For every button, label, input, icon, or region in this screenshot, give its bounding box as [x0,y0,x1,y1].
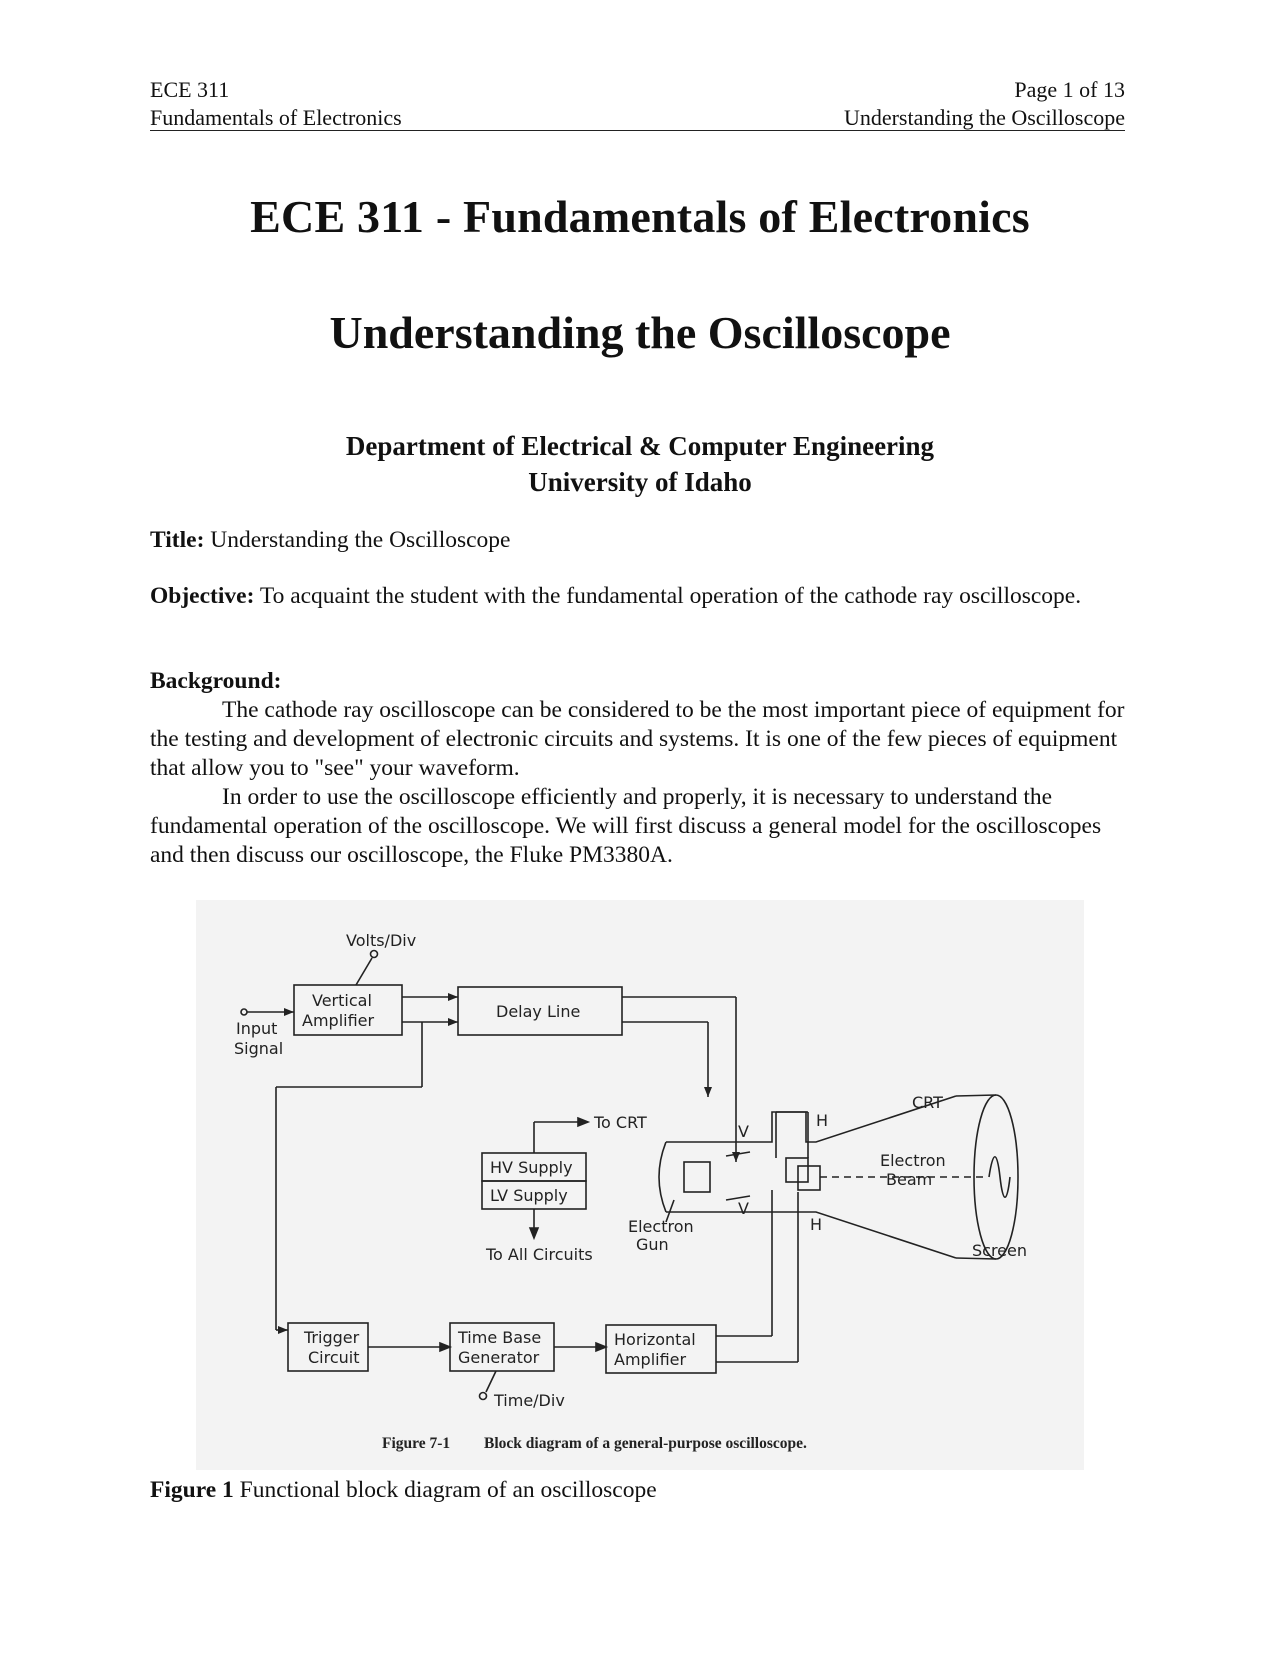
electron-gun-label-1: Electron [628,1217,694,1236]
signal-label: Signal [234,1039,284,1058]
figure-caption-label: Figure 1 [150,1477,234,1503]
background-paragraph-1 [150,696,1140,783]
amplifier-label: Amplifier [302,1011,375,1030]
input-label: Input [236,1019,278,1038]
time-base-label: Time Base [458,1328,542,1347]
volts-div-label: Volts/Div [346,931,417,950]
circuit-label: Circuit [308,1348,360,1367]
objective-paragraph [150,582,1140,611]
horizontal-label: Horizontal [614,1330,696,1349]
inner-caption-number: Figure 7-1 [382,1435,451,1452]
block-diagram-svg [196,900,1084,1470]
electron-beam-label-2: Beam [886,1170,933,1189]
h-plate-label-bottom: H [810,1215,823,1234]
inner-caption-text: Block diagram of a general-purpose oscilloscope. [484,1435,807,1452]
electron-beam-label-1: Electron [880,1151,946,1170]
header-rule [150,130,1125,131]
header-left [150,76,402,132]
vertical-label: Vertical [312,991,372,1010]
lv-supply-label: LV Supply [490,1186,568,1205]
screen-label: Screen [972,1241,1028,1260]
background-label: Background: [150,668,282,694]
university-name: University of Idaho [528,467,752,497]
title-field [150,526,1140,555]
generator-label: Generator [458,1348,540,1367]
input-terminal [241,1009,247,1015]
v-plate-label-bottom: V [738,1199,749,1218]
header-right [844,76,1125,132]
objective-label: Objective: [150,583,255,609]
crt-label: CRT [912,1093,943,1112]
background-text-1: The cathode ray oscilloscope can be considered to be the most important piece of equipment for the testing and development of electronic circuits and systems. It is one of the few pieces of equipment that allow you to "see" your waveform. [150,697,1125,781]
h-plate-label-top: H [816,1111,829,1130]
document-subtitle: Understanding the Oscilloscope [329,307,951,358]
department-block [0,428,1280,500]
background-text-2: In order to use the oscilloscope efficiently and properly, it is necessary to understand the fundamental operation of the oscilloscope. We will first discuss a general model for the oscilloscopes and then discuss our oscilloscope, the Fluke PM3380A. [150,784,1102,868]
title-field-value: Understanding the Oscilloscope [210,527,511,553]
figure-caption [150,1477,657,1504]
title-field-label: Title: [150,527,205,553]
document-title: ECE 311 - Fundamentals of Electronics [250,191,1030,242]
header-topic: Understanding the Oscilloscope [843,105,1125,130]
header-course: ECE 311 [150,77,230,102]
background-paragraph-2 [150,783,1140,870]
background-section [150,667,1140,870]
department-name: Department of Electrical & Computer Engineering [345,431,935,461]
to-all-circuits-label: To All Circuits [486,1245,593,1264]
figure-caption-text: Functional block diagram of an oscilloscope [239,1477,657,1503]
horizontal-amplifier-label: Amplifier [614,1350,687,1369]
header-page-number: Page 1 of 13 [1014,77,1125,102]
trigger-label: Trigger [304,1328,360,1347]
hv-supply-label: HV Supply [490,1158,573,1177]
delay-line-label: Delay Line [496,1002,581,1021]
v-plate-label-top: V [738,1122,749,1141]
time-div-label: Time/Div [494,1391,565,1410]
to-crt-label: To CRT [594,1113,647,1132]
objective-text: To acquaint the student with the fundamental operation of the cathode ray oscilloscope. [259,583,1082,609]
oscilloscope-block-diagram [196,900,1084,1470]
electron-gun-label-2: Gun [636,1235,669,1254]
header-course-name: Fundamentals of Electronics [150,105,402,130]
